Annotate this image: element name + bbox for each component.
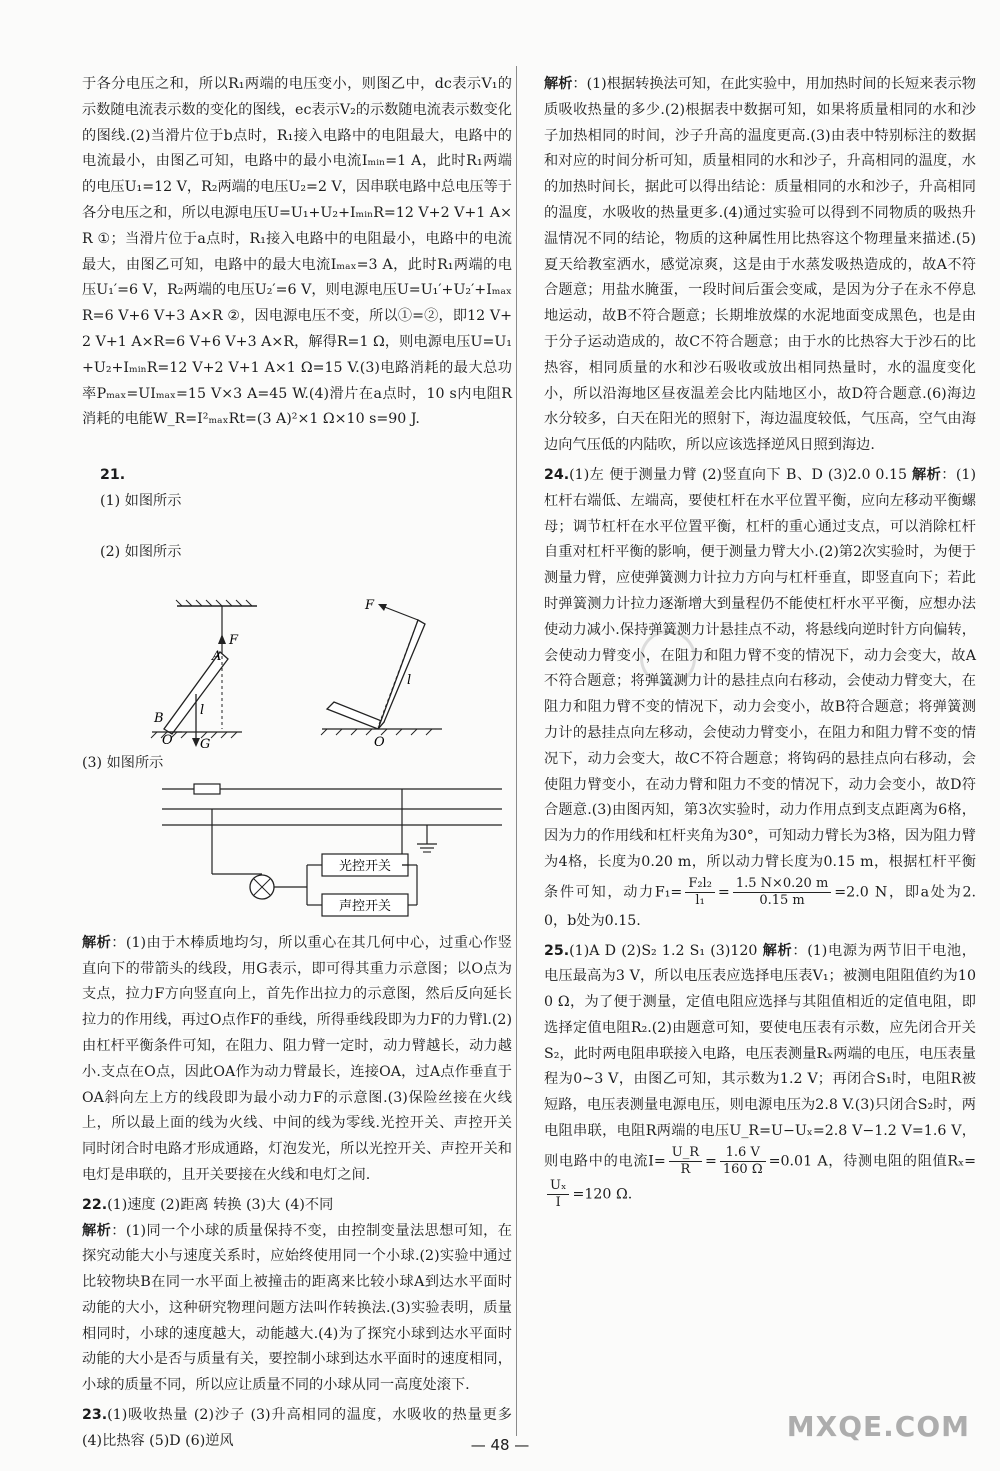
lever-figures	[82, 594, 512, 749]
label-B: B	[154, 710, 164, 726]
fraction: $\frac{1.5 N\times 0.20 m}{0.15 m}$	[733, 876, 831, 909]
question-23: 23.(1)吸收热量 (2)沙子 (3)升高相同的温度，水吸收的热量更多 (4)比热容 (5)D (6)逆风	[82, 1407, 517, 1449]
figure-1-rod	[151, 600, 257, 749]
question-21	[82, 437, 512, 592]
left-column	[82, 72, 517, 1455]
light-switch-label: 光控开关	[338, 858, 392, 874]
label-O: O	[162, 732, 173, 748]
question-number: 21.	[100, 466, 126, 483]
column-divider	[516, 66, 517, 1436]
q23-analysis: 解析：(1)根据转换法可知，在此实验中，用加热时间的长短来表示物质吸收热量的多少.(2)根据表中数据可知，如果将质量相同的水和沙子加热相同的时间，沙子升高的温度更高.(3)由表中特别标注的数据和对应的时间分析可知，质量相同的水和沙子，升高相同的温度，水的加热时间长，据此可以得出结论：质量相同的水和沙子，升高相同的温度，水吸收的热量更多.(4)通过实验可以得到不同物质的吸热升温情况不同的结论，物质的这种属性用比热容这个物理量来描述.(5)夏天给教室洒水，感觉凉爽，这是由于水蒸发吸热造成的，故A不符合题意；用盐水腌蛋，一段时间后蛋会变咸，是因为分子在永不停息地运动，故B不符合题意；长期堆放煤的水泥地面变成黑色，也是由于分子运动造成的，故C不符合题意；由于水的比热容大于沙石的比热容，相同质量的水和沙石吸收或放出相同热量时，水的温度变化小，所以沿海地区昼夜温差会比内陆地区小，故D符合题意.(6)海边水分较多，白天在阳光的照射下，海边温度较低，气压高，空气由海边向气压低的内陆吹，所以应该选择逆风日照到海边.	[544, 76, 976, 454]
question-24: 24.(1)左 便于测量力臂 (2)竖直向下 B、D (3)2.0 0.15 解析：(1)杠杆右端低、左端高，要使杠杆在水平位置平衡，应向左移动平衡螺母；调节杠杆在水平位置平衡，杠杆的重心通过支点，可以消除杠杆自重对杠杆平衡的影响，便于测量力臂大小.(2)第2次实验时，为便于测量力臂，应使弹簧测力计拉力方向与杠杆垂直，即竖直向下；若此时弹簧测力计拉力逐渐增大到量程仍不能使杠杆水平平衡，应想办法使动力减小.保持弹簧测力计悬挂点不动，将悬线向逆时针方向偏转，会使动力臂变小，在阻力和阻力臂不变的情况下，动力会变大，故A不符合题意；将弹簧测力计的悬挂点向右移动，会使动力臂变大，在阻力和阻力臂不变的情况下，动力会变小，故B符合题意；将弹簧测力计的悬挂点向左移动，会使动力臂变小，在阻力和阻力臂不变的情况下，动力会变大，故C不符合题意；将钩码的悬挂点向右移动，会使阻力臂变小，在动力臂和阻力不变的情况下，动力会变小，故D符合题意.(3)由图丙知，第3次实验时，动力作用点到支点距离为6格，因为力的作用线和杠杆夹角为30°，可知动力臂长为3格，因为阻力臂为4格，长度为0.20 m，所以动力臂长度为0.15 m，根据杠杆平衡条件可知，动力F₁= $\frac{\text{F₂l₂}}{\text{l₁}}$ = $\frac{1.5 N\times 0.20 m}{0.15 m}$ =2.0 N，即a处为2.0，b处为0.15.	[544, 466, 976, 929]
fraction: $\frac{1.6 V}{160 \Omega}$	[720, 1145, 766, 1178]
sound-switch-label: 声控开关	[338, 898, 392, 914]
right-column	[544, 72, 976, 1211]
fraction: $\frac{\text{Uₓ}}{I}$	[547, 1178, 569, 1211]
fuse-symbol	[194, 784, 220, 794]
circuit-figure	[82, 779, 512, 929]
q21-analysis: 解析：(1)由于木棒质地均匀，所以重心在其几何中心，过重心作竖直向下的带箭头的线段，用G表示，即可得其重力示意图；以O点为支点，拉力F方向竖直向上，首先作出拉力的示意图，然后反向延长拉力的作用线，再过O点作F的垂线，所得垂线段即为力F的力臂l.(2)由杠杆平衡条件可知，在阻力、阻力臂一定时，动力臂越长，动力越小.支点在O点，因此OA作为动力臂最长，连接OA，过A点作垂直于OA斜向左上方的线段即为最小动力F的示意图.(3)保险丝接在火线上，所以最上面的线为火线、中间的线为零线.光控开关、声控开关同时闭合时电路才形成通路，灯泡发光，所以光控开关、声控开关和电灯是串联的，且开关要接在火线和电灯之间.	[82, 934, 512, 1183]
q20-continued-text: 于各分电压之和，所以R₁两端的电压变小，则图乙中，dc表示V₁的示数随电流表示数的变化的图线，ec表示V₂的示数随电流表示数变化的图线.(2)当滑片位于b点时，R₁接入电路中的电阻最大，电路中的电流最小，由图乙可知，电路中的最小电流Iₘᵢₙ=1 A，此时R₁两端的电压U₁=12 V，R₂两端的电压U₂=2 V，因串联电路中总电压等于各分电压之和，所以电源电压U=U₁+U₂+IₘᵢₙR=12 V+2 V+1 A×R ①；当滑片位于a点时，R₁接入电路中的电阻最小，电路中的电流最大，由图乙可知，电路中的最大电流Iₘₐₓ=3 A，此时R₁两端的电压U₁′=6 V，R₂两端的电压U₂′=6 V，则电源电压U=U₁′+U₂′+IₘₐₓR=6 V+6 V+3 A×R ②，因电源电压不变，所以①=②，即12 V+2 V+1 A×R=6 V+6 V+3 A×R，解得R=1 Ω，则电源电压U=U₁+U₂+IₘᵢₙR=12 V+2 V+1 A×1 Ω=15 V.(3)电路消耗的最大总功率Pₘₐₓ=UIₘₐₓ=15 V×3 A=45 W.(4)滑片在a点时，10 s内电阻R消耗的电能W_R=I²ₘₐₓRt=(3 A)²×1 Ω×10 s=90 J.	[82, 76, 512, 428]
label-G: G	[200, 736, 211, 749]
question-25: 25.(1)A D (2)S₂ 1.2 S₁ (3)120 解析：(1)电源为两节旧干电池，电压最高为3 V，所以电压表应选择电压表V₁；被测电阻阻值约为100 Ω，为了便于测量，定值电阻应选择与其阻值相近的定值电阻，即选择定值电阻R₂.(2)由题意可知，要使电压表有示数，应先闭合开关S₂，此时两电阻串联接入电路，电压表测量Rₓ两端的电压，电压表量程为0~3 V，由图乙可知，其示数为1.2 V；再闭合S₁时，电阻R被短路，电压表测量电源电压，则电源电压为2.8 V.(3)只闭合S₂时，两电阻串联，电阻R两端的电压U_R=U−Uₓ=2.8 V−1.2 V=1.6 V，则电路中的电流I= $\frac{U\_R}{R}$ = $\frac{1.6 V}{160 \Omega}$ =0.01 A，待测电阻的阻值Rₓ= $\frac{\text{Uₓ}}{I}$ =120 Ω.	[544, 942, 976, 1210]
q22-analysis: 解析：(1)同一个小球的质量保持不变，由控制变量法思想可知，在探究动能大小与速度关系时，应始终使用同一个小球.(2)实验中通过比较物块B在同一水平面上被撞击的距离来比较小球A到达水平面时动能的大小，这种研究物理问题方法叫作转换法.(3)实验表明，质量相同时，小球的速度越大，动能越大.(4)为了探究小球到达水平面时动能的大小是否与质量有关，要控制小球到达水平面时的速度相同，小球的质量不同，所以应让质量不同的小球从同一高度处滚下.	[82, 1222, 512, 1394]
question-22: 22.(1)速度 (2)距离 转换 (3)大 (4)不同	[82, 1196, 334, 1213]
label-l2: l	[407, 672, 412, 688]
label-F: F	[229, 632, 239, 648]
label-O2: O	[374, 734, 385, 749]
label-F2: F	[365, 597, 375, 613]
figure-2-rod	[321, 598, 442, 749]
figure-caption-1: (1) 如图所示	[100, 492, 182, 509]
label-A: A	[212, 648, 222, 664]
label-l: l	[200, 702, 205, 718]
page-number: — 48 —	[470, 1436, 530, 1454]
figure-caption-3: (3) 如图所示	[82, 754, 164, 771]
fraction: $\frac{U\_R}{R}$	[669, 1145, 702, 1178]
fraction: $\frac{\text{F₂l₂}}{\text{l₁}}$	[685, 876, 715, 909]
watermark-logo: MXQE.COM	[786, 1410, 970, 1443]
figure-caption-2: (2) 如图所示	[100, 544, 182, 561]
